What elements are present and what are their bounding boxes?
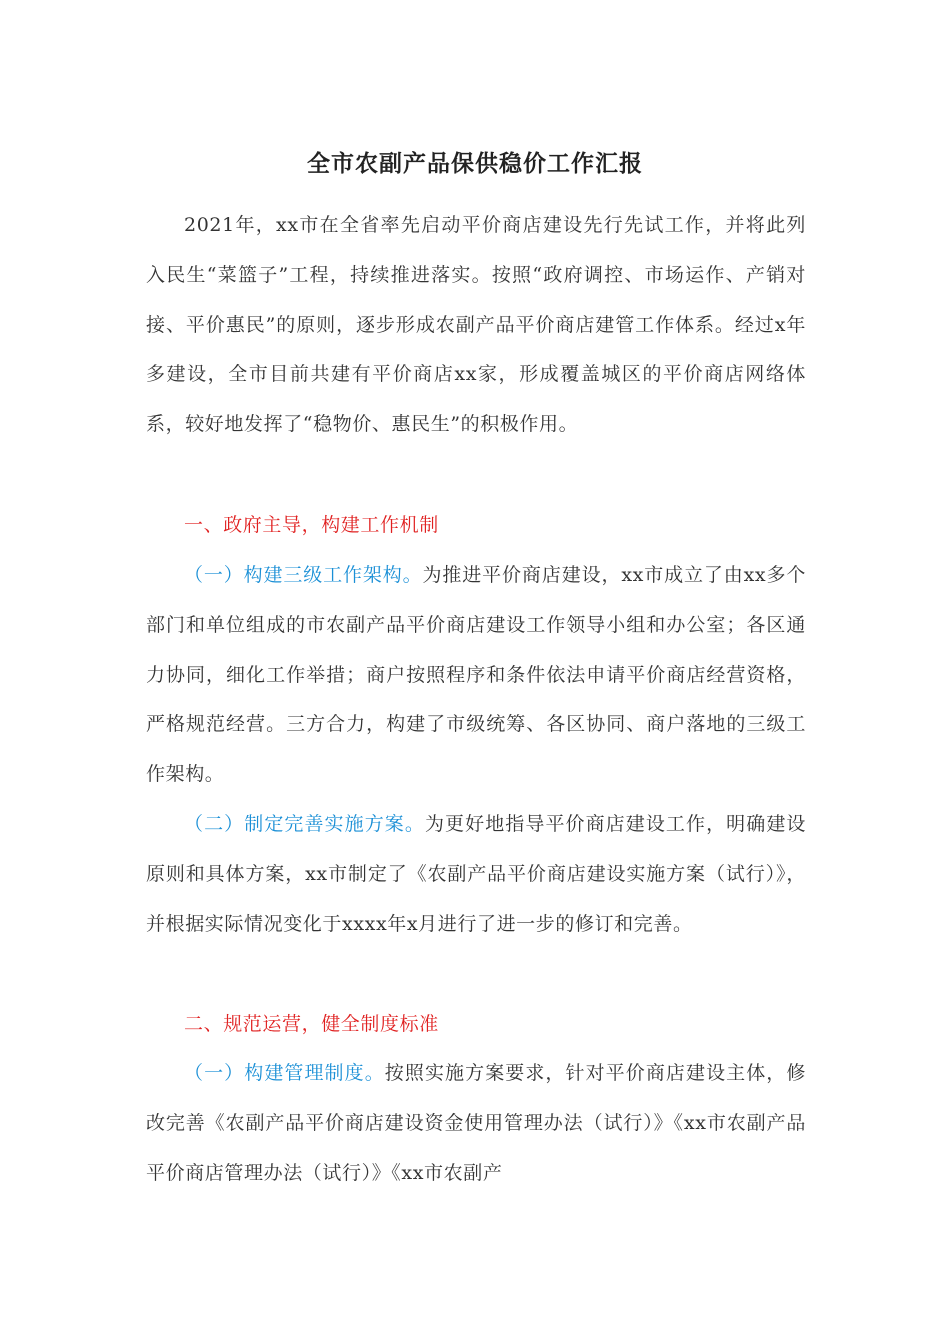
section-2-item-1 [146, 1049, 806, 1198]
section-1-item-2-subtitle: （二）制定完善实施方案。 [184, 813, 425, 835]
section-2-item-1-subtitle: （一）构建管理制度。 [184, 1062, 385, 1084]
section-1-item-1-body: 为推进平价商店建设，xx市成立了由xx多个部门和单位组成的市农副产品平价商店建设工作领导小组和办公室；各区通力协同，细化工作举措；商户按照程序和条件依法申请平价商店经营资格，严格规范经营。三方合力，构建了市级统筹、各区协同、商户落地的三级工作架构。 [146, 564, 807, 786]
section-1-item-1 [146, 551, 806, 800]
section-1-heading: 一、政府主导，构建工作机制 [184, 514, 439, 536]
section-1-item-2-body: 为更好地指导平价商店建设工作，明确建设原则和具体方案，xx市制定了《农副产品平价商店建设实施方案（试行）》，并根据实际情况变化于xxxx年x月进行了进一步的修订和完善。 [146, 813, 807, 935]
intro-paragraph: 2021年，xx市在全省率先启动平价商店建设先行先试工作，并将此列入民生“菜篮子”工程，持续推进落实。按照“政府调控、市场运作、产销对接、平价惠民”的原则，逐步形成农副产品平价商店建管工作体系。经过x年多建设，全市目前共建有平价商店xx家，形成覆盖城区的平价商店网络体系，较好地发挥了“稳物价、惠民生”的积极作用。 [146, 214, 806, 436]
document-title: 全市农副产品保供稳价工作汇报 [307, 150, 643, 177]
section-1-item-1-subtitle: （一）构建三级工作架构。 [184, 564, 423, 586]
section-2-item-1-body: 按照实施方案要求，针对平价商店建设主体，修改完善《农副产品平价商店建设资金使用管理办法（试行）》《xx市农副产品平价商店管理办法（试行）》《xx市农副产 [146, 1062, 806, 1184]
section-2-heading: 二、规范运营，健全制度标准 [184, 1013, 439, 1035]
section-1-item-2 [146, 800, 806, 949]
